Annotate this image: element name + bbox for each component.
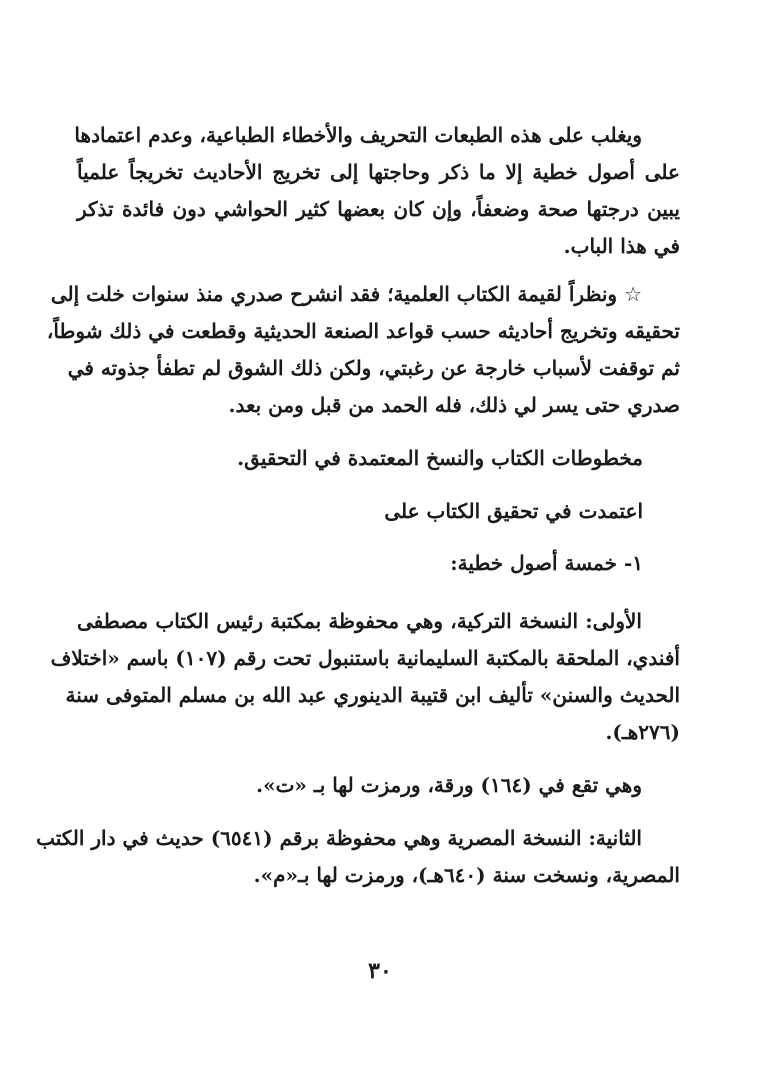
text-line: على أصول خطية إلا ما ذكر وحاجتها إلى تخريج الأحاديث تخريجاً علمياً (77, 160, 680, 184)
paragraph-second-manuscript (36, 820, 680, 894)
manuscript-label: الثانية: (588, 826, 642, 850)
text-line: في هذا الباب. (563, 234, 680, 258)
text-line (36, 820, 680, 857)
text-line: تحقيقه وتخريج أحاديثه حسب قواعد الصنعة الحديثية وقطعت في ذلك شوطاً، (46, 319, 680, 343)
list-heading: ١- خمسة أصول خطية: (450, 551, 643, 575)
paragraph-motivation (46, 276, 680, 424)
text-line: صدري حتى يسر لي ذلك، فله الحمد من قبل ومن بعد. (228, 393, 680, 417)
paragraph-editions (74, 117, 680, 265)
star-icon: ☆ (624, 282, 642, 306)
paragraph-folios (77, 767, 680, 804)
text-line: يبين درجتها صحة وضعفاً، وإن كان بعضها كثير الحواشي دون فائدة تذكر (77, 197, 680, 221)
text-line (77, 603, 680, 640)
text-line: أفندي، الملحقة بالمكتبة السليمانية باستنبول تحت رقم (١٠٧) باسم «اختلاف (50, 646, 680, 670)
text-line: ثم توقفت لأسباب خارجة عن رغبتي، ولكن ذلك الشوق لم تطفأ جذوته في (67, 356, 680, 380)
manuscript-label: الأولى: (585, 609, 642, 633)
text-line-content: النسخة المصرية وهي محفوظة برقم (٦٥٤١) حديث في دار الكتب (36, 826, 582, 850)
text-line: المصرية، ونسخت سنة (٦٤٠هـ)، ورمزت لها بـ«م». (253, 863, 680, 887)
intro-line: اعتمدت في تحقيق الكتاب على (384, 499, 643, 523)
text-line: وهي تقع في (١٦٤) ورقة، ورمزت لها بـ «ت». (256, 773, 642, 797)
text-line: ويغلب على هذه الطبعات التحريف والأخطاء الطباعية، وعدم اعتمادها (74, 123, 642, 147)
text-line-content: النسخة التركية، وهي محفوظة بمكتبة رئيس الكتاب مصطفى (77, 609, 579, 633)
paragraph-first-manuscript (50, 603, 680, 751)
page-number: ٣٠ (368, 958, 392, 984)
text-line-content: ونظراً لقيمة الكتاب العلمية؛ فقد انشرح صدري منذ سنوات خلت إلى (50, 282, 618, 306)
text-line: الحديث والسنن» تأليف ابن قتيبة الدينوري عبد الله بن مسلم المتوفى سنة (65, 683, 680, 707)
text-line (50, 276, 680, 313)
text-line: (٢٧٦هـ). (605, 720, 680, 744)
section-heading: مخطوطات الكتاب والنسخ المعتمدة في التحقيق. (237, 446, 643, 470)
